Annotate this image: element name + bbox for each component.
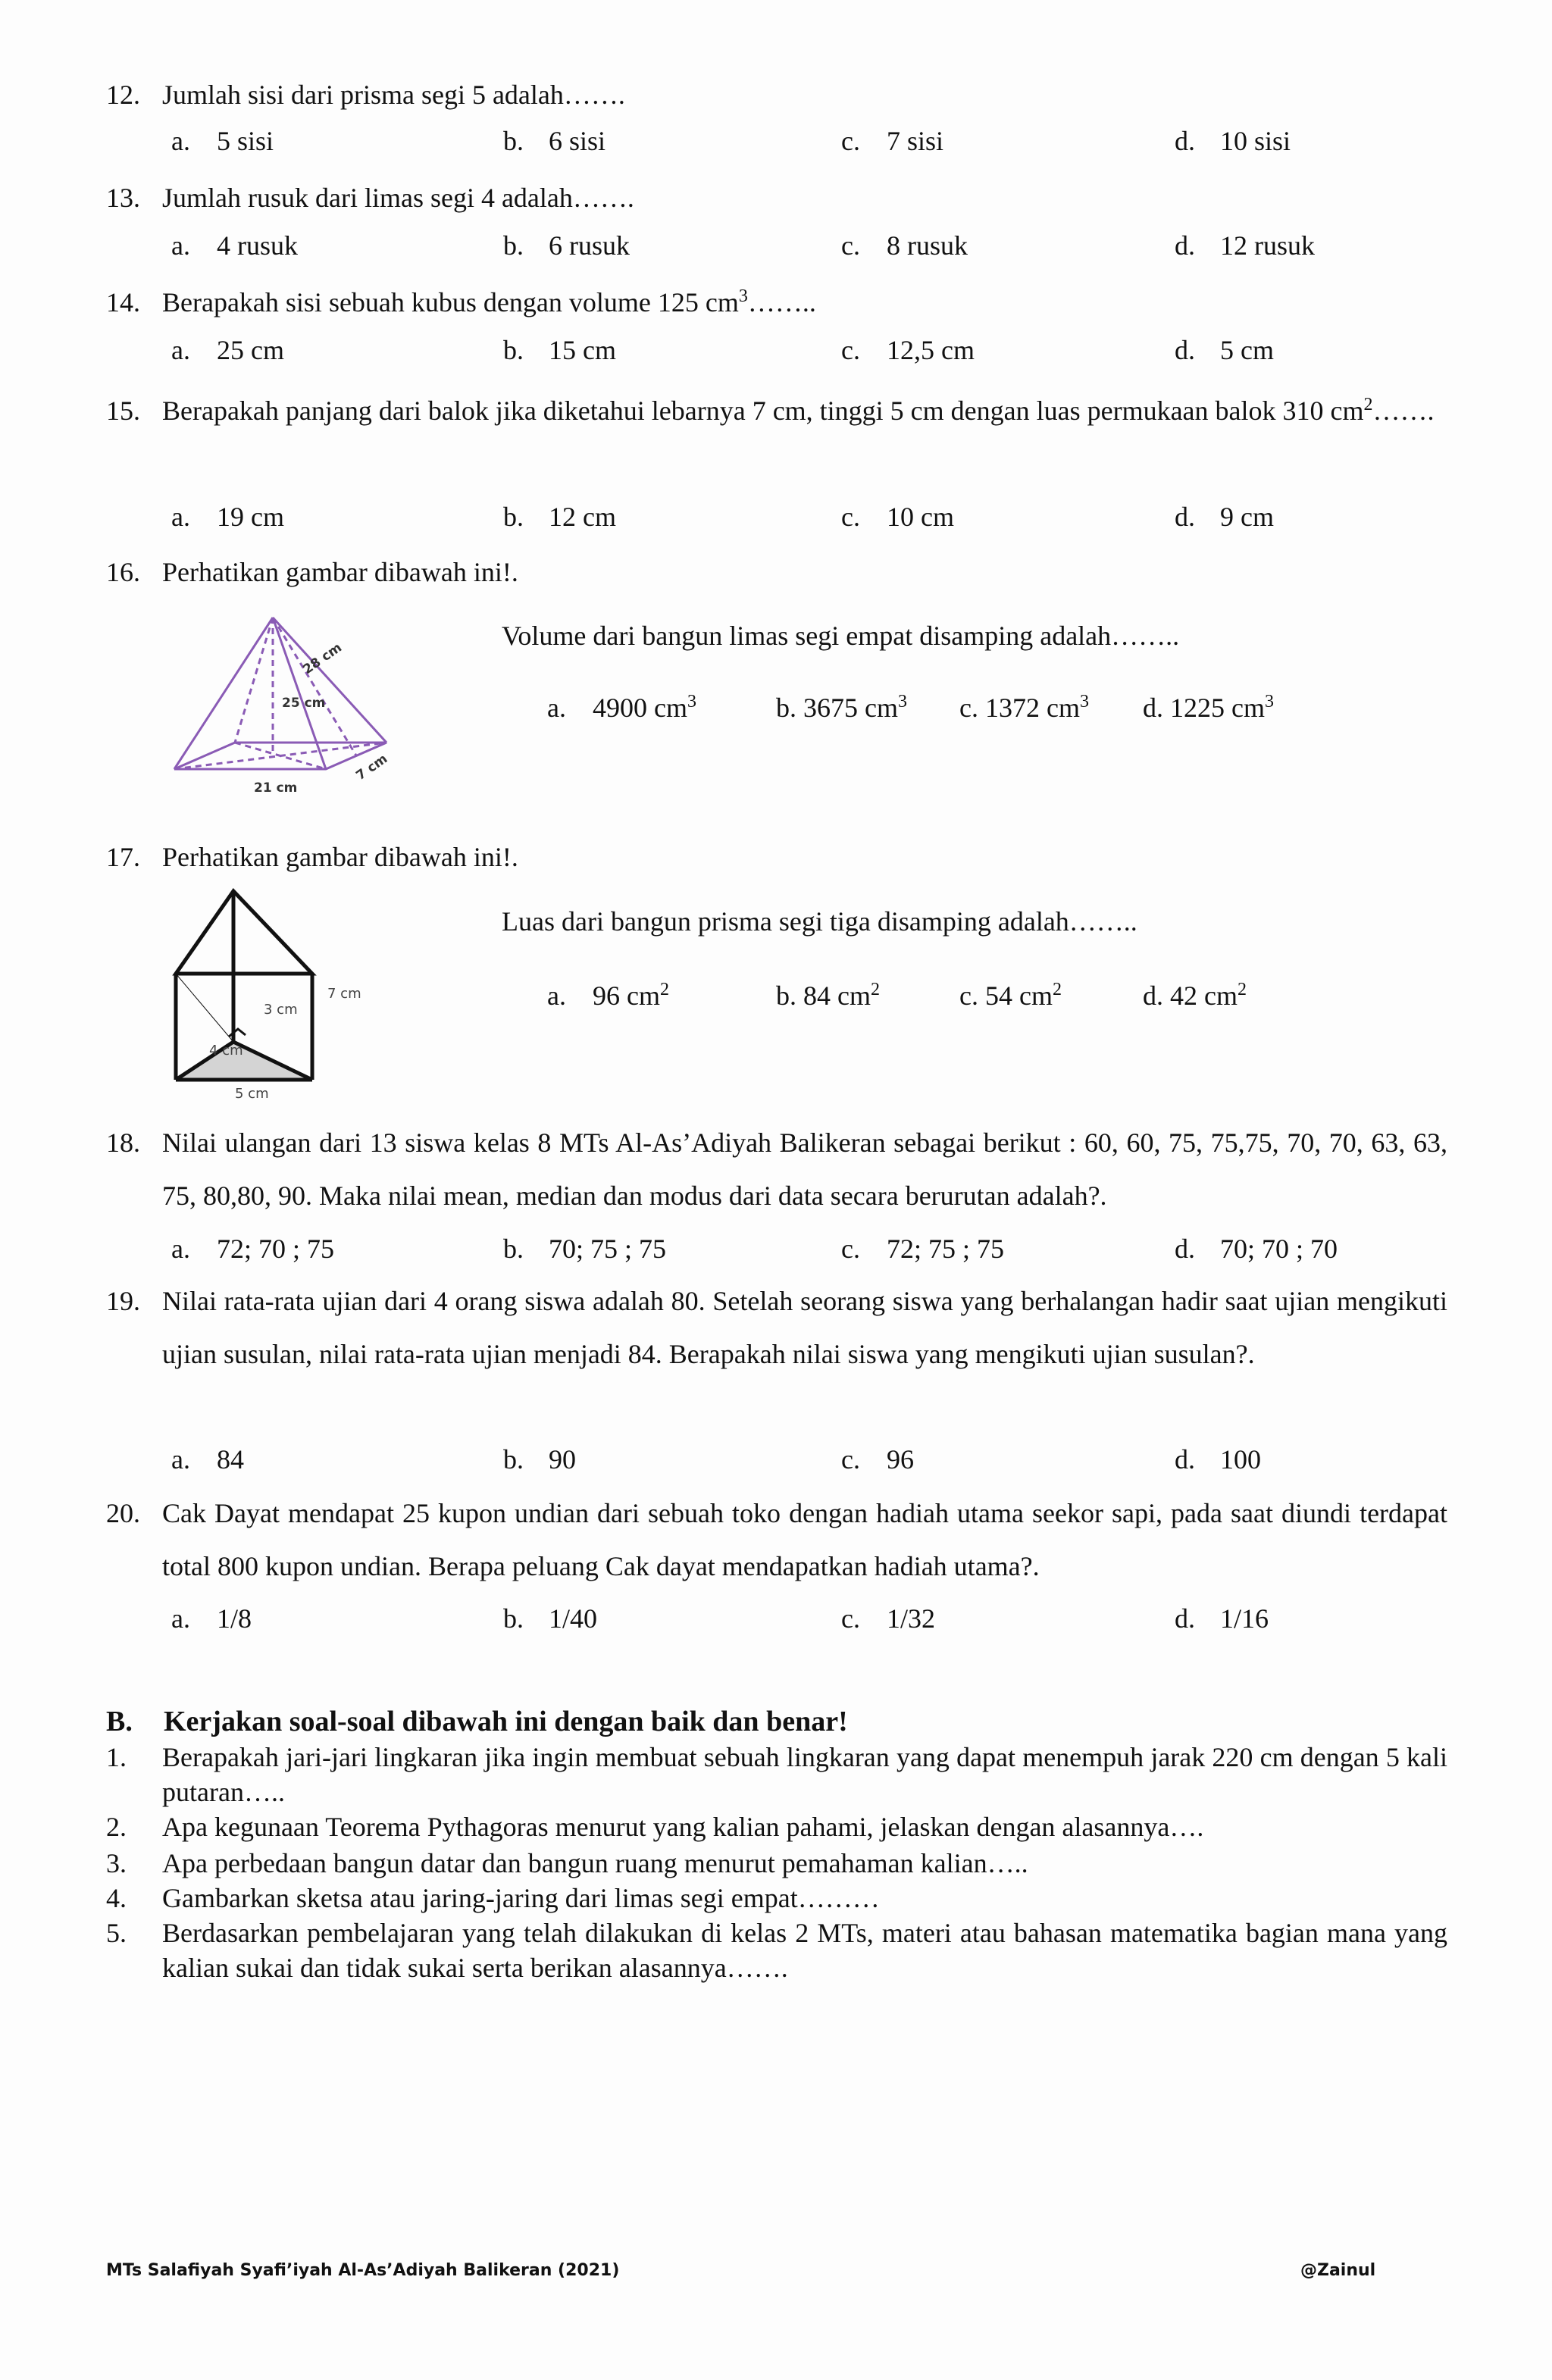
option-b: b. 84 $cm^2$: [776, 980, 880, 1011]
option-c: c. 54 $cm^2$: [959, 980, 1062, 1011]
option-d: d. 1225 $cm^3$: [1143, 692, 1274, 723]
option-a: a. 4 rusuk: [171, 230, 298, 261]
hypotenuse-label: 5 cm: [235, 1086, 269, 1102]
option-d: d. 5 cm: [1175, 335, 1274, 365]
question-text: Berapakah sisi sebuah kubus dengan volume 125 $cm^3\dots\dots$..: [162, 286, 816, 317]
option-c: c. 1/32: [841, 1603, 936, 1634]
option-d: d. 70; 70 ; 70: [1175, 1234, 1338, 1264]
slant-height-label: 28 cm: [300, 640, 345, 678]
option-a: a. 96 $cm^2$: [547, 980, 669, 1011]
question-17-prompt: Luas dari bangun prisma segi tiga disamping adalah……..: [502, 906, 1137, 937]
question-text: Perhatikan gambar dibawah ini!.: [162, 557, 518, 587]
option-b: b. 1/40: [503, 1603, 598, 1634]
prism-height-label: 7 cm: [327, 986, 361, 1002]
question-number: 20.: [106, 1498, 140, 1528]
question-number: 13.: [106, 183, 140, 213]
option-a: a. 84: [171, 1444, 244, 1475]
option-d: d. 42 $cm^2$: [1143, 980, 1247, 1011]
question-number: 18.: [106, 1127, 140, 1158]
option-c: c. 72; 75 ; 75: [841, 1234, 1005, 1264]
option-d: d. 9 cm: [1175, 502, 1274, 532]
option-c: c. 10 cm: [841, 502, 954, 532]
question-text: Cak Dayat mendapat 25 kupon undian dari sebuah toko dengan hadiah utama seekor sapi, pada saat diundi terdapat total 800 kupon undian. Berapa peluang Cak dayat mendapatkan hadiah utama?.: [162, 1498, 1447, 1581]
question-number: 12.: [106, 80, 140, 110]
question-text: Nilai rata-rata ujian dari 4 orang siswa adalah 80. Setelah seorang siswa yang berhalangan hadir saat ujian mengikuti ujian susulan, nilai rata-rata ujian menjadi 84. Berapakah nilai siswa yang mengikuti ujian susulan?.: [162, 1286, 1447, 1369]
square-pyramid-figure: [167, 610, 409, 803]
option-a: a. 1/8: [171, 1603, 252, 1634]
question-text: Nilai ulangan dari 13 siswa kelas 8 MTs Al-As’Adiyah Balikeran sebagai berikut : 60, 60, 75, 75,75, 70, 70, 63, 63, 75, 80,80, 90. Maka nilai mean, median dan modus dari data secara berurutan adalah?.: [162, 1127, 1447, 1211]
section-b-heading: B. Kerjakan soal-soal dibawah ini dengan baik dan benar!: [106, 1706, 848, 1737]
leg-3cm-label: 3 cm: [264, 1002, 298, 1018]
option-a: a. 72; 70 ; 75: [171, 1234, 335, 1264]
option-b: b. 6 rusuk: [503, 230, 630, 261]
option-c: c. 12,5 cm: [841, 335, 975, 365]
option-b: b. 3675 $cm^3$: [776, 692, 907, 723]
base-length-label: 21 cm: [254, 780, 298, 796]
question-number: 17.: [106, 842, 140, 872]
option-d: d. 12 rusuk: [1175, 230, 1315, 261]
option-a: a. 4900 $cm^3$: [547, 692, 696, 723]
height-label: 25 cm: [282, 696, 326, 711]
option-b: b. 6 sisi: [503, 126, 606, 156]
option-d: d. 100: [1175, 1444, 1261, 1475]
option-c: c. 8 rusuk: [841, 230, 968, 261]
option-b: b. 70; 75 ; 75: [503, 1234, 667, 1264]
footer-school: MTs Salafiyah Syafi’iyah Al-As’Adiyah Balikeran (2021): [106, 2261, 620, 2280]
question-number: 19.: [106, 1286, 140, 1316]
option-b: b. 15 cm: [503, 335, 616, 365]
option-a: a. 19 cm: [171, 502, 284, 532]
question-16-prompt: Volume dari bangun limas segi empat disamping adalah……..: [502, 621, 1180, 651]
question-number: 14.: [106, 287, 140, 317]
option-d: d. 1/16: [1175, 1603, 1269, 1634]
option-a: a. 25 cm: [171, 335, 284, 365]
option-c: c. 1372 $cm^3$: [959, 692, 1089, 723]
question-number: 15.: [106, 396, 140, 426]
question-text: Berapakah panjang dari balok jika diketahui lebarnya 7 cm, tinggi 5 cm dengan luas permukaan balok 310 $cm^2\dots\dots$.: [162, 395, 1435, 426]
option-b: b. 90: [503, 1444, 576, 1475]
leg-4cm-label: 4 cm: [209, 1043, 243, 1059]
option-c: c. 7 sisi: [841, 126, 944, 156]
question-text: Perhatikan gambar dibawah ini!.: [162, 842, 518, 872]
triangular-prism-figure: [167, 887, 379, 1106]
base-width-label: 7 cm: [353, 751, 391, 784]
question-number: 16.: [106, 557, 140, 587]
exam-page: 12. Jumlah sisi dari prisma segi 5 adalah……. a. 5 sisi b. 6 sisi c. 7 sisi d. 10 sisi 13. Jumlah rusuk dari limas segi 4 adalah……. a. 4 rusuk b. 6 rusuk c. 8 rusuk d. 12 rusuk 14. Berapakah sisi sebuah kubus dengan volume 125 $cm^3\dots\dots$.. a. 25 cm b. 15 cm c. 12,5 cm d. 5 cm 15. Berapakah panjang dari balok jika diketahui lebarnya 7 cm, tinggi 5 cm dengan luas permukaan balok 310 $cm^2\dots\dots$. a. 19 cm b. 12 cm c. 10 cm d. 9 cm 16. Perhatikan gambar dibawah ini!. 28 cm 25 cm 21 cm 7 cm Volume dari bangun limas segi empat disamping adalah…….. a. 4900 $cm^3$ b. 3675 $cm^3$ c. 1372 $cm^3$ d. 1225 $cm^3$ 17. Perhatikan gambar dibawah ini!. 7 cm 3 cm 4 cm 5 cm Luas dari bangun prisma segi tiga disamping adalah…….. a. 96 $cm^2$ b. 84 $cm^2$ c. 54 $cm^2$ d. 42 $cm^2$ 18. Nilai ulangan dari 13 siswa kelas 8 MTs Al-As’Adiyah Balikeran sebagai berikut : 60, 60, 75, 75,75, 70, 70, 63, 63, 75, 80,80, 90. Maka nilai mean, median dan modus dari data secara berurutan adalah?. a. 72; 70 ; 75 b. 70; 75 ; 75 c. 72; 75 ; 75 d. 70; 70 ; 70 19. Nilai rata-rata ujian dari 4 orang siswa adalah 80. Setelah seorang siswa yang berhalangan hadir saat ujian mengikuti ujian susulan, nilai rata-rata ujian menjadi 84. Berapakah nilai siswa yang mengikuti ujian susulan?. a. 84 b. 90 c. 96 d. 100 20. Cak Dayat mendapat 25 kupon undian dari sebuah toko dengan hadiah utama seekor sapi, pada saat diundi terdapat total 800 kupon undian. Berapa peluang Cak dayat mendapatkan hadiah utama?. a. 1/8 b. 1/40 c. 1/32 d. 1/16 B. Kerjakan soal-soal dibawah ini dengan baik dan benar! 1. Berapakah jari-jari lingkaran jika ingin membuat sebuah lingkaran yang dapat menempuh jarak 220 cm dengan 5 kali putaran….. 2. Apa kegunaan Teorema Pythagoras menurut yang kalian pahami, jelaskan dengan alasannya…. 3. Apa perbedaan bangun datar dan bangun ruang menurut pemahaman kalian….. 4. Gambarkan sketsa atau jaring-jaring dari limas segi empat……… 5. Berdasarkan pembelajaran yang telah dilakukan di kelas 2 MTs, materi atau bahasan matematika bagian mana yang kalian sukai dan tidak sukai serta berikan alasannya……. MTs Salafiyah Syafi’iyah Al-As’Adiyah Balikeran (2021) @Zainul: [0, 0, 1552, 2380]
question-text: Jumlah rusuk dari limas segi 4 adalah…….: [162, 183, 634, 213]
option-a: a. 5 sisi: [171, 126, 274, 156]
option-d: d. 10 sisi: [1175, 126, 1291, 156]
option-b: b. 12 cm: [503, 502, 616, 532]
option-c: c. 96: [841, 1444, 914, 1475]
question-text: Jumlah sisi dari prisma segi 5 adalah…….: [162, 80, 625, 110]
footer-author: @Zainul: [1300, 2261, 1376, 2280]
